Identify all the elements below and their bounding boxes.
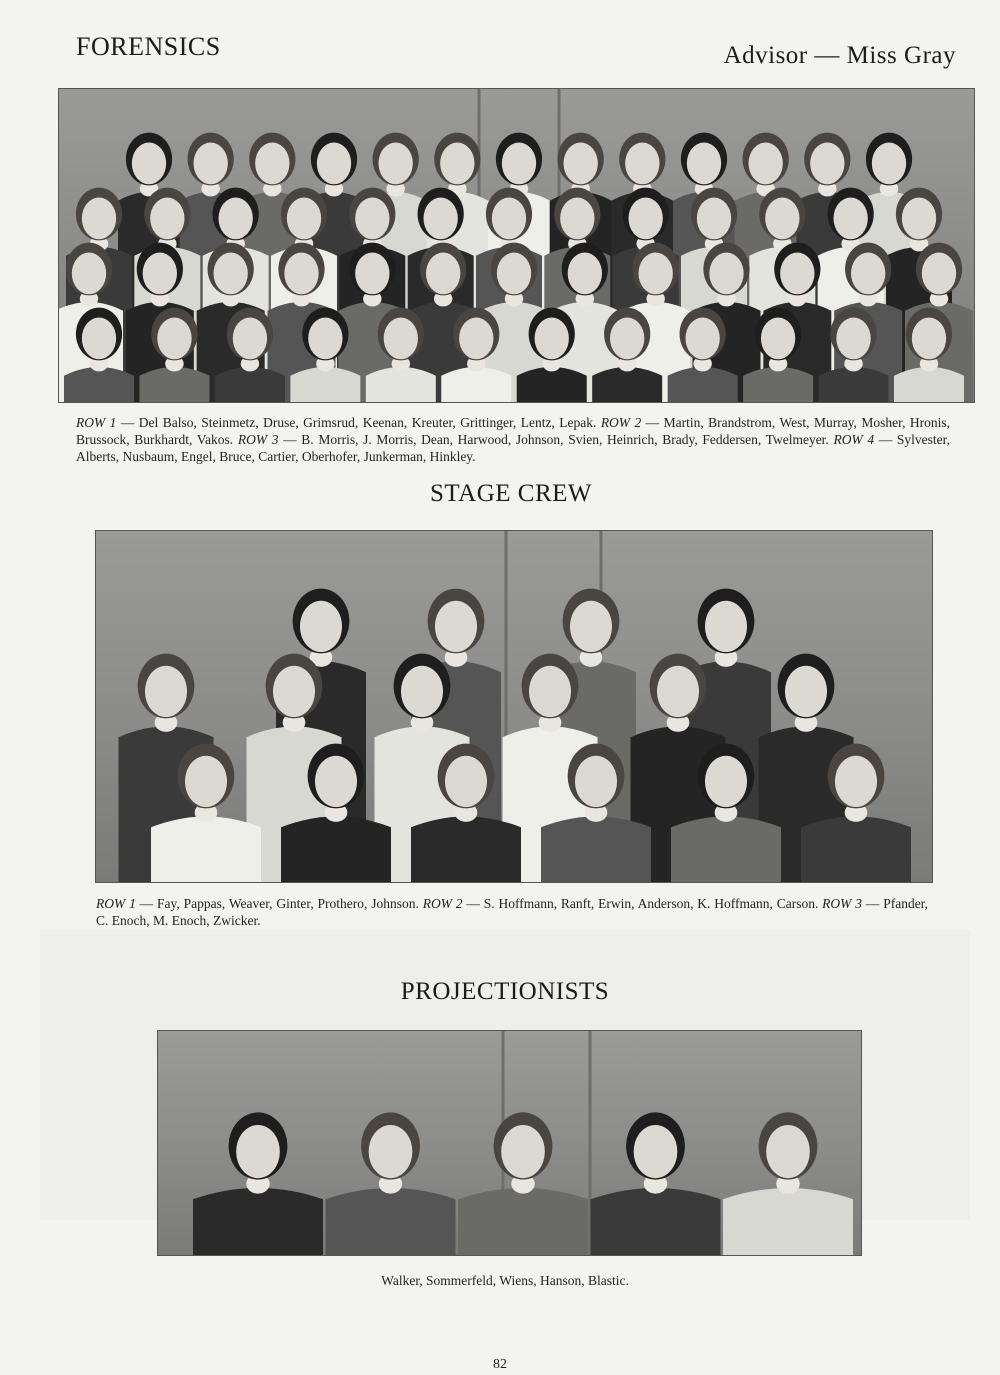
person-silhouette bbox=[723, 1112, 853, 1255]
page-number: 82 bbox=[493, 1357, 507, 1372]
forensics-row-3-label: ROW 3 bbox=[237, 432, 279, 447]
person-silhouette bbox=[458, 1112, 588, 1255]
forensics-row-2-label: ROW 2 bbox=[600, 415, 642, 430]
forensics-title: FORENSICS bbox=[76, 32, 221, 61]
stage-crew-group-photo bbox=[95, 530, 933, 883]
forensics-row-1-names: — Del Balso, Steinmetz, Druse, Grimsrud, Keenan, Kreuter, Grittinger, Lentz, Lepak. bbox=[116, 415, 601, 430]
projectionists-title: PROJECTIONISTS bbox=[400, 978, 610, 1005]
forensics-row-4-label: ROW 4 bbox=[833, 432, 875, 447]
projectionists-caption: Walker, Sommerfeld, Wiens, Hanson, Blastic. bbox=[381, 1273, 629, 1288]
stage-crew-row-3-label: ROW 3 bbox=[822, 896, 863, 911]
stage-crew-row-1-label: ROW 1 bbox=[96, 896, 136, 911]
forensics-advisor: Advisor — Miss Gray bbox=[723, 42, 956, 69]
person-silhouette bbox=[326, 1112, 456, 1255]
forensics-row-1-label: ROW 1 bbox=[76, 415, 117, 430]
forensics-row-2-names: — Martin, Brandstrom, West, Murray, Mosher, Hronis, Brussock, Burkhardt, Vakos. bbox=[76, 415, 951, 447]
forensics-caption bbox=[76, 414, 950, 465]
forensics-row-3-names: — B. Morris, J. Morris, Dean, Harwood, Johnson, Svien, Heinrich, Brady, Feddersen, Twelmeyer. bbox=[278, 432, 834, 447]
stage-crew-row-1-names: — Fay, Pappas, Weaver, Ginter, Prothero, Johnson. bbox=[135, 896, 423, 911]
forensics-row-4-names: — Sylvester, Alberts, Nusbaum, Engel, Bruce, Cartier, Oberhofer, Junkerman, Hinkley. bbox=[76, 432, 951, 464]
stage-crew-row-2-names: — S. Hoffmann, Ranft, Erwin, Anderson, K. Hoffmann, Carson. bbox=[462, 896, 823, 911]
person-silhouette bbox=[591, 1112, 721, 1255]
person-silhouette bbox=[193, 1112, 323, 1255]
projectionists-group-photo bbox=[157, 1030, 862, 1256]
stage-crew-row-2-label: ROW 2 bbox=[422, 896, 463, 911]
forensics-group-photo bbox=[58, 88, 975, 403]
stage-crew-row-3-names: — Pfander, C. Enoch, M. Enoch, Zwicker. bbox=[96, 896, 929, 928]
stage-crew-caption bbox=[96, 895, 928, 929]
stage-crew-title: STAGE CREW bbox=[430, 480, 593, 507]
